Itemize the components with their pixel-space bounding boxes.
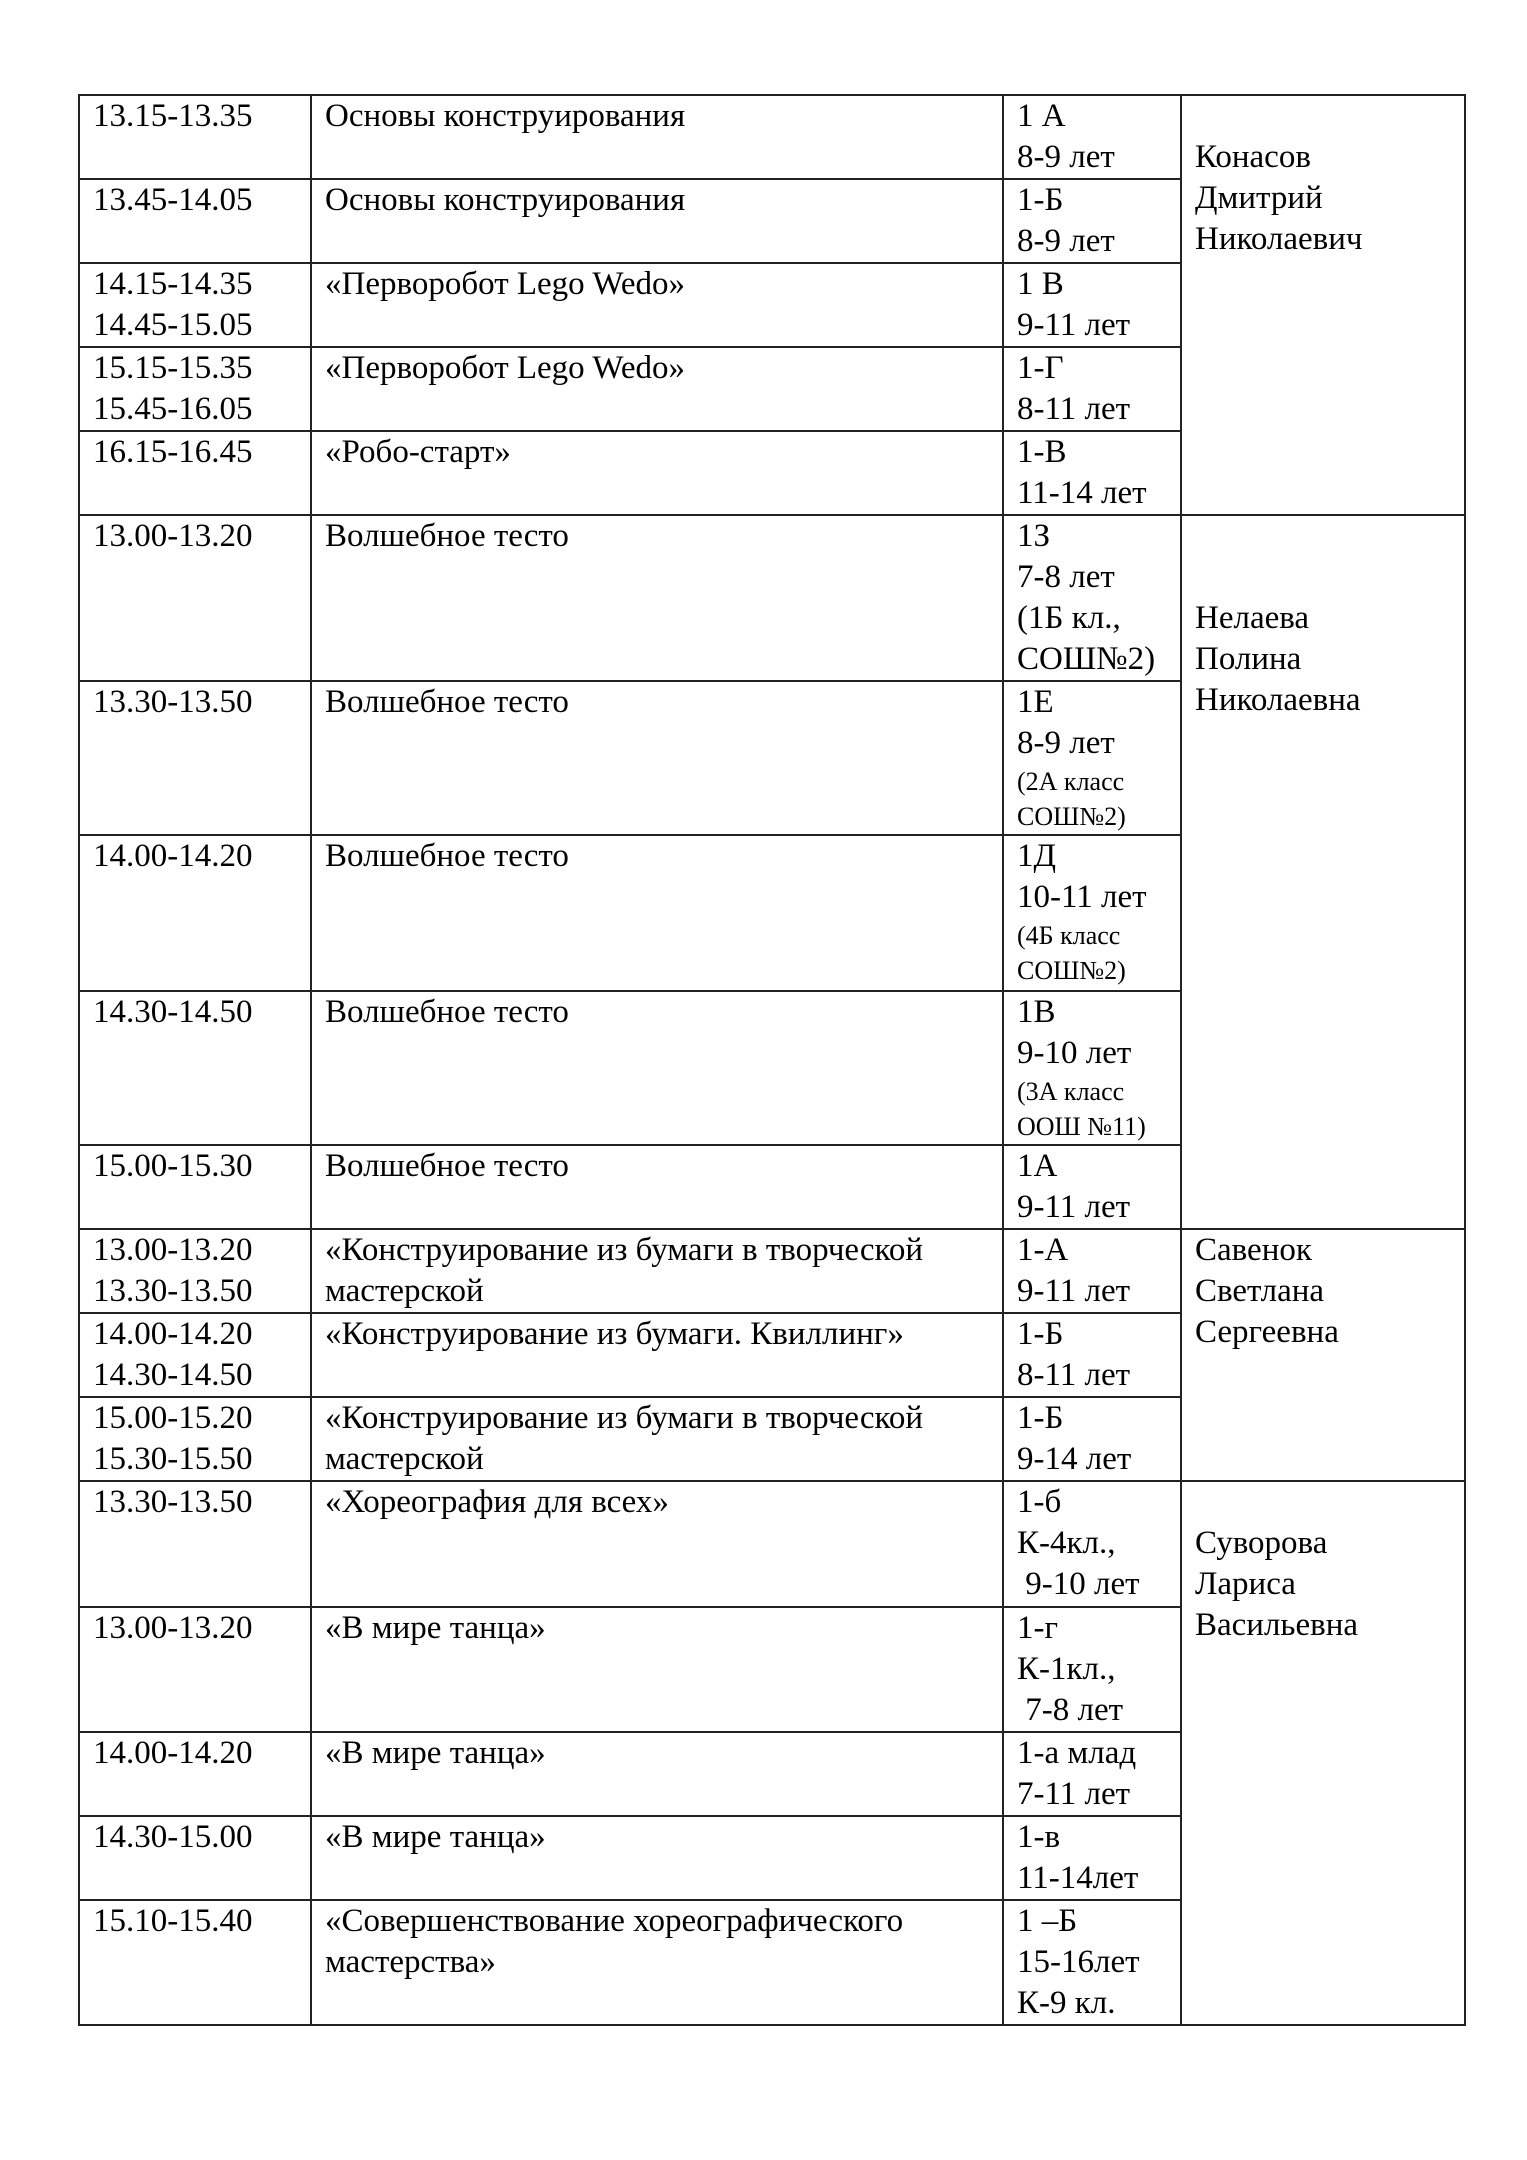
course-cell — [311, 1732, 1003, 1816]
teacher-cell — [1181, 1481, 1465, 2025]
teacher-cell — [1181, 515, 1465, 1229]
teacher-name: Нелаева — [1195, 600, 1310, 636]
teacher-name: Васильевна — [1195, 1607, 1359, 1643]
group-cell — [1003, 1481, 1181, 1607]
time-cell — [79, 347, 311, 431]
time-cell — [79, 95, 311, 179]
time-text: 14.45-15.05 — [93, 307, 253, 343]
time-cell — [79, 681, 311, 835]
course-cell — [311, 179, 1003, 263]
course-cell — [311, 991, 1003, 1145]
group-text: 1 А — [1017, 98, 1066, 134]
time-cell — [79, 1732, 311, 1816]
group-text: 8-9 лет — [1017, 139, 1115, 175]
group-cell — [1003, 1816, 1181, 1900]
time-cell — [79, 263, 311, 347]
group-text: 11-14 лет — [1017, 475, 1147, 511]
group-note: (2А класс — [1017, 767, 1125, 796]
course-name: Основы конструирования — [325, 182, 686, 218]
course-name: «Совершенствование хореографического мастерства» — [325, 1903, 904, 1980]
schedule-row — [79, 1229, 1465, 1313]
course-name: «Конструирование из бумаги. Квиллинг» — [325, 1316, 904, 1352]
group-text: 1-б — [1017, 1484, 1062, 1520]
time-text: 13.00-13.20 — [93, 518, 253, 554]
time-cell — [79, 1481, 311, 1607]
group-note: СОШ№2) — [1017, 956, 1126, 985]
time-cell — [79, 991, 311, 1145]
group-text: 1 В — [1017, 266, 1064, 302]
group-note: (4Б класс — [1017, 921, 1121, 950]
group-text: 1-Б — [1017, 1400, 1064, 1436]
group-text: 1-г — [1017, 1610, 1059, 1646]
group-text: 15-16лет — [1017, 1944, 1140, 1980]
group-cell — [1003, 1397, 1181, 1481]
teacher-name: Суворова — [1195, 1525, 1328, 1561]
group-text: 9-14 лет — [1017, 1441, 1132, 1477]
group-text: 9-10 лет — [1017, 1035, 1132, 1071]
time-text: 13.45-14.05 — [93, 182, 253, 218]
time-text: 14.00-14.20 — [93, 838, 253, 874]
course-cell — [311, 515, 1003, 681]
course-cell — [311, 681, 1003, 835]
time-cell — [79, 515, 311, 681]
group-text: 1-Г — [1017, 350, 1064, 386]
schedule-row — [79, 515, 1465, 681]
group-text: 8-11 лет — [1017, 1357, 1131, 1393]
group-cell — [1003, 95, 1181, 179]
group-cell — [1003, 263, 1181, 347]
course-name: «Конструирование из бумаги в творческой мастерской — [325, 1400, 924, 1477]
group-cell — [1003, 1607, 1181, 1732]
course-cell — [311, 1607, 1003, 1732]
time-cell — [79, 179, 311, 263]
teacher-name: Конасов — [1195, 139, 1311, 175]
group-text: 9-10 лет — [1017, 1566, 1140, 1602]
course-name: «В мире танца» — [325, 1735, 546, 1771]
group-text: 9-11 лет — [1017, 1273, 1131, 1309]
group-text: 10-11 лет — [1017, 879, 1147, 915]
course-cell — [311, 95, 1003, 179]
time-text: 14.00-14.20 — [93, 1316, 253, 1352]
course-name: «Перворобот Lego Wedo» — [325, 266, 685, 302]
time-text: 15.45-16.05 — [93, 391, 253, 427]
group-text: 1Е — [1017, 684, 1054, 720]
time-cell — [79, 431, 311, 515]
group-text: 1-Б — [1017, 1316, 1064, 1352]
course-name: Волшебное тесто — [325, 1148, 569, 1184]
course-cell — [311, 263, 1003, 347]
group-text: СОШ№2) — [1017, 641, 1156, 677]
course-name: «Конструирование из бумаги в творческой мастерской — [325, 1232, 924, 1309]
course-name: Волшебное тесто — [325, 684, 569, 720]
time-text: 13.30-13.50 — [93, 1484, 253, 1520]
teacher-name: Николаевич — [1195, 221, 1363, 257]
time-text: 14.00-14.20 — [93, 1735, 253, 1771]
group-text: 9-11 лет — [1017, 1189, 1131, 1225]
teacher-name: Светлана — [1195, 1273, 1325, 1309]
course-cell — [311, 1313, 1003, 1397]
group-text: 8-9 лет — [1017, 725, 1115, 761]
group-cell — [1003, 1229, 1181, 1313]
schedule-row — [79, 95, 1465, 179]
time-text: 14.30-14.50 — [93, 1357, 253, 1393]
group-text: 1 –Б — [1017, 1903, 1078, 1939]
time-text: 15.00-15.20 — [93, 1400, 253, 1436]
group-text: 1З — [1017, 518, 1051, 554]
course-cell — [311, 1145, 1003, 1229]
schedule-row — [79, 1481, 1465, 1607]
group-cell — [1003, 835, 1181, 991]
course-cell — [311, 1397, 1003, 1481]
course-name: «Хореография для всех» — [325, 1484, 669, 1520]
course-cell — [311, 835, 1003, 991]
group-cell — [1003, 1313, 1181, 1397]
time-cell — [79, 1229, 311, 1313]
group-text: 1А — [1017, 1148, 1058, 1184]
group-text: 1В — [1017, 994, 1056, 1030]
group-cell — [1003, 515, 1181, 681]
course-cell — [311, 1900, 1003, 2025]
time-text: 13.15-13.35 — [93, 98, 253, 134]
time-text: 15.00-15.30 — [93, 1148, 253, 1184]
group-cell — [1003, 1732, 1181, 1816]
group-cell — [1003, 681, 1181, 835]
time-text: 15.10-15.40 — [93, 1903, 253, 1939]
course-name: «В мире танца» — [325, 1819, 546, 1855]
group-cell — [1003, 1900, 1181, 2025]
time-cell — [79, 1900, 311, 2025]
course-name: «Робо-старт» — [325, 434, 511, 470]
group-text: 1Д — [1017, 838, 1057, 874]
course-name: «Перворобот Lego Wedo» — [325, 350, 685, 386]
group-text: К-9 кл. — [1017, 1985, 1116, 2021]
group-note: (3А класс — [1017, 1077, 1125, 1106]
group-note: ООШ №11) — [1017, 1112, 1146, 1141]
course-cell — [311, 347, 1003, 431]
time-text: 13.00-13.20 — [93, 1610, 253, 1646]
group-cell — [1003, 1145, 1181, 1229]
group-cell — [1003, 991, 1181, 1145]
schedule-table — [78, 94, 1466, 2026]
course-name: Основы конструирования — [325, 98, 686, 134]
teacher-cell — [1181, 95, 1465, 515]
group-text: 1-А — [1017, 1232, 1069, 1268]
course-name: Волшебное тесто — [325, 518, 569, 554]
course-name: «В мире танца» — [325, 1610, 546, 1646]
group-text: 11-14лет — [1017, 1860, 1139, 1896]
group-text: 8-9 лет — [1017, 223, 1115, 259]
group-text: 1-В — [1017, 434, 1067, 470]
time-cell — [79, 1607, 311, 1732]
group-text: К-4кл., — [1017, 1525, 1116, 1561]
time-text: 13.30-13.50 — [93, 684, 253, 720]
time-cell — [79, 1145, 311, 1229]
time-text: 14.30-15.00 — [93, 1819, 253, 1855]
group-text: 1-а млад — [1017, 1735, 1137, 1771]
time-text: 15.30-15.50 — [93, 1441, 253, 1477]
group-text: 7-8 лет — [1017, 559, 1115, 595]
course-cell — [311, 431, 1003, 515]
group-cell — [1003, 179, 1181, 263]
group-text: 7-11 лет — [1017, 1776, 1131, 1812]
time-cell — [79, 835, 311, 991]
time-text: 16.15-16.45 — [93, 434, 253, 470]
group-text: 1-Б — [1017, 182, 1064, 218]
group-text: 9-11 лет — [1017, 307, 1131, 343]
time-text: 13.30-13.50 — [93, 1273, 253, 1309]
time-text: 14.30-14.50 — [93, 994, 253, 1030]
teacher-cell — [1181, 1229, 1465, 1481]
time-cell — [79, 1313, 311, 1397]
time-text: 14.15-14.35 — [93, 266, 253, 302]
group-note: СОШ№2) — [1017, 802, 1126, 831]
teacher-name: Николаевна — [1195, 682, 1361, 718]
course-name: Волшебное тесто — [325, 994, 569, 1030]
course-cell — [311, 1481, 1003, 1607]
group-text: (1Б кл., — [1017, 600, 1121, 636]
time-text: 13.00-13.20 — [93, 1232, 253, 1268]
teacher-name: Савенок — [1195, 1232, 1312, 1268]
course-name: Волшебное тесто — [325, 838, 569, 874]
group-cell — [1003, 347, 1181, 431]
teacher-name: Полина — [1195, 641, 1302, 677]
time-cell — [79, 1397, 311, 1481]
group-text: 8-11 лет — [1017, 391, 1131, 427]
group-text: К-1кл., — [1017, 1651, 1116, 1687]
teacher-name: Лариса — [1195, 1566, 1296, 1602]
course-cell — [311, 1816, 1003, 1900]
group-cell — [1003, 431, 1181, 515]
group-text: 7-8 лет — [1017, 1692, 1124, 1728]
time-text: 15.15-15.35 — [93, 350, 253, 386]
teacher-name: Сергеевна — [1195, 1314, 1339, 1350]
teacher-name: Дмитрий — [1195, 180, 1323, 216]
time-cell — [79, 1816, 311, 1900]
course-cell — [311, 1229, 1003, 1313]
group-text: 1-в — [1017, 1819, 1061, 1855]
